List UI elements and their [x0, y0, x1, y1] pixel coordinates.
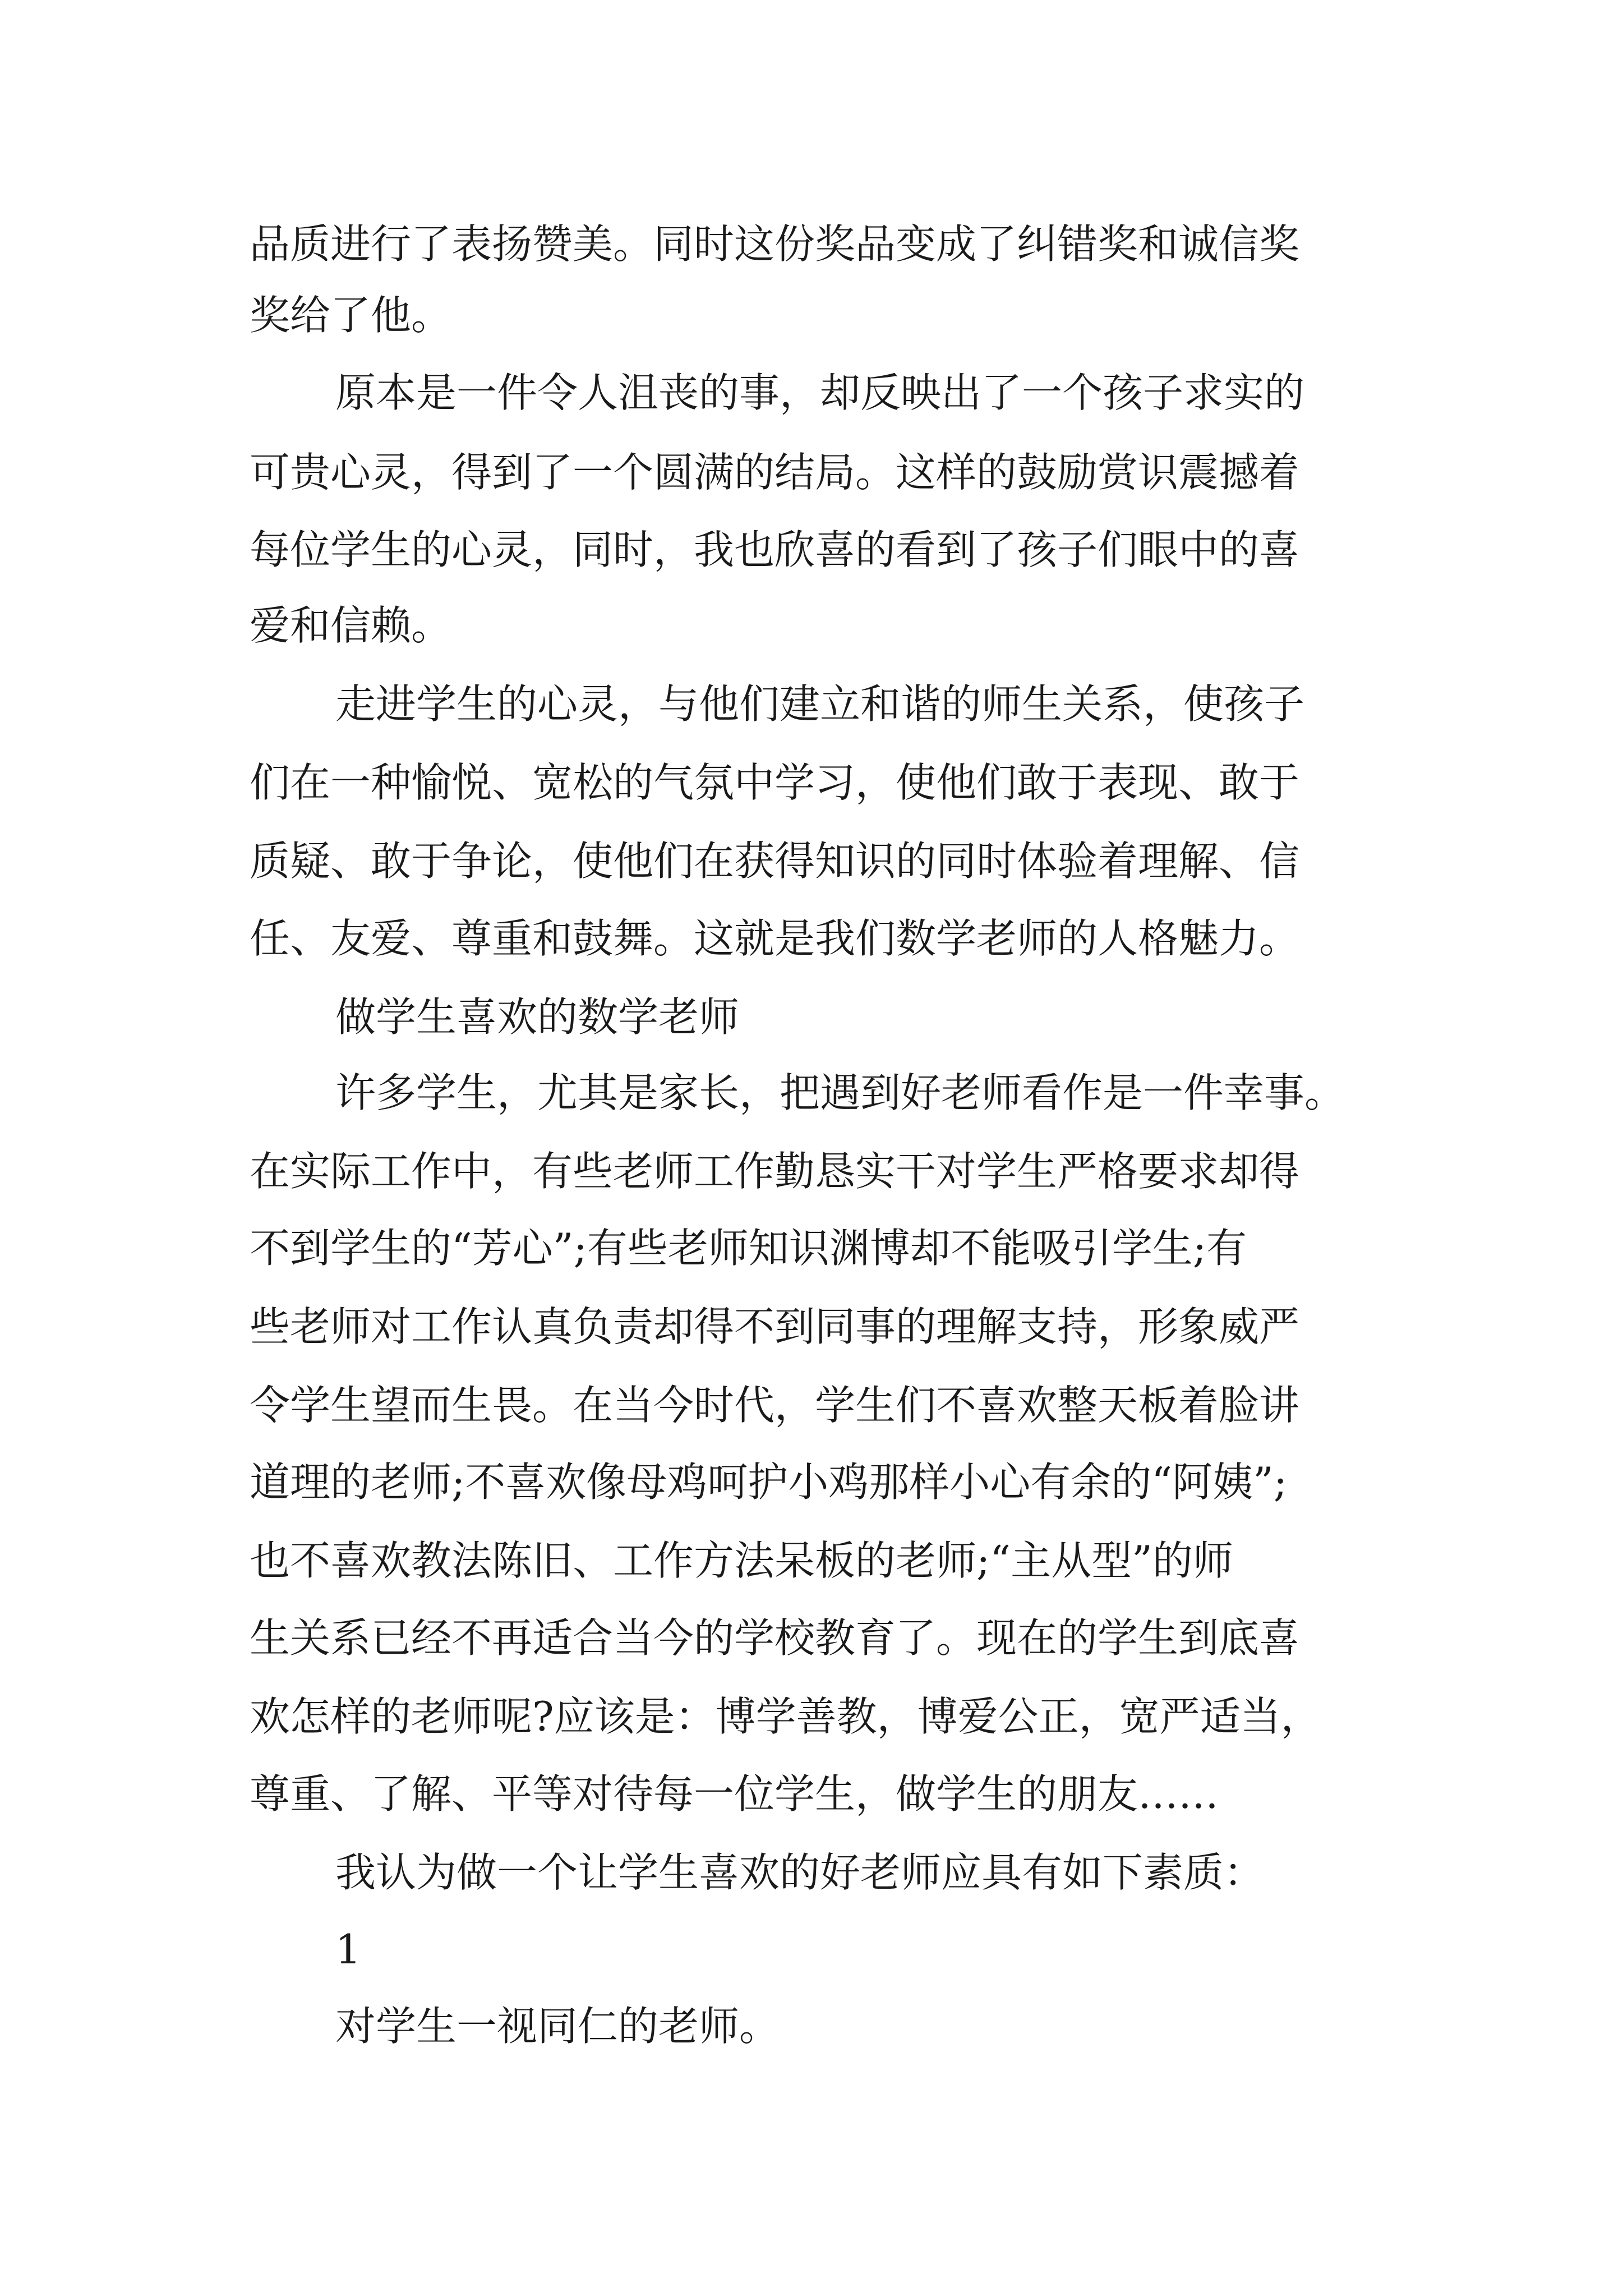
text-line-15: 些老师对工作认真负责却得不到同事的理解支持，形象威严 [250, 1303, 1300, 1350]
text-line-1: 品质进行了表扬赞美。同时这份奖品变成了纠错奖和诚信奖 [250, 220, 1300, 268]
text-line-18: 也不喜欢教法陈旧、工作方法呆板的老师;“主从型”的师 [250, 1537, 1233, 1584]
text-line-17: 道理的老师;不喜欢像母鸡呵护小鸡那样小心有余的“阿姨”; [250, 1458, 1288, 1506]
paragraph-start-line: 我认为做一个让学生喜欢的好老师应具有如下素质： [335, 1849, 1265, 1896]
list-number: 1 [335, 1926, 361, 1973]
text-line-8: 们在一种愉悦、宽松的气氛中学习，使他们敢于表现、敢于 [250, 759, 1300, 806]
text-line-4: 可贵心灵，得到了一个圆满的结局。这样的鼓励赏识震撼着 [250, 449, 1300, 496]
paragraph-start-line: 原本是一件令人沮丧的事，却反映出了一个孩子求实的 [335, 369, 1305, 416]
paragraph-start-line: 许多学生，尤其是家长，把遇到好老师看作是一件幸事。 [335, 1069, 1345, 1116]
text-line-20: 欢怎样的老师呢?应该是：博学善教，博爱公正，宽严适当， [250, 1693, 1321, 1740]
paragraph-start-line: 走进学生的心灵，与他们建立和谐的师生关系，使孩子 [335, 680, 1305, 728]
text-line-19: 生关系已经不再适合当今的学校教育了。现在的学生到底喜 [250, 1614, 1300, 1662]
text-line-13: 在实际工作中，有些老师工作勤恳实干对学生严格要求却得 [250, 1148, 1300, 1195]
section-heading: 做学生喜欢的数学老师 [335, 993, 740, 1041]
text-line-14: 不到学生的“芳心”;有些老师知识渊博却不能吸引学生;有 [250, 1225, 1247, 1272]
text-line-9: 质疑、敢于争论，使他们在获得知识的同时体验着理解、信 [250, 838, 1300, 885]
list-item-text: 对学生一视同仁的老师。 [335, 2003, 780, 2050]
text-line-16: 令学生望而生畏。在当今时代，学生们不喜欢整天板着脸讲 [250, 1382, 1300, 1429]
text-line-6: 爱和信赖。 [250, 602, 452, 649]
text-line-21: 尊重、了解、平等对待每一位学生，做学生的朋友…… [250, 1770, 1219, 1818]
text-line-10: 任、友爱、尊重和鼓舞。这就是我们数学老师的人格魅力。 [250, 915, 1300, 962]
text-line-2: 奖给了他。 [250, 292, 452, 339]
text-line-5: 每位学生的心灵，同时，我也欣喜的看到了孩子们眼中的喜 [250, 526, 1300, 573]
